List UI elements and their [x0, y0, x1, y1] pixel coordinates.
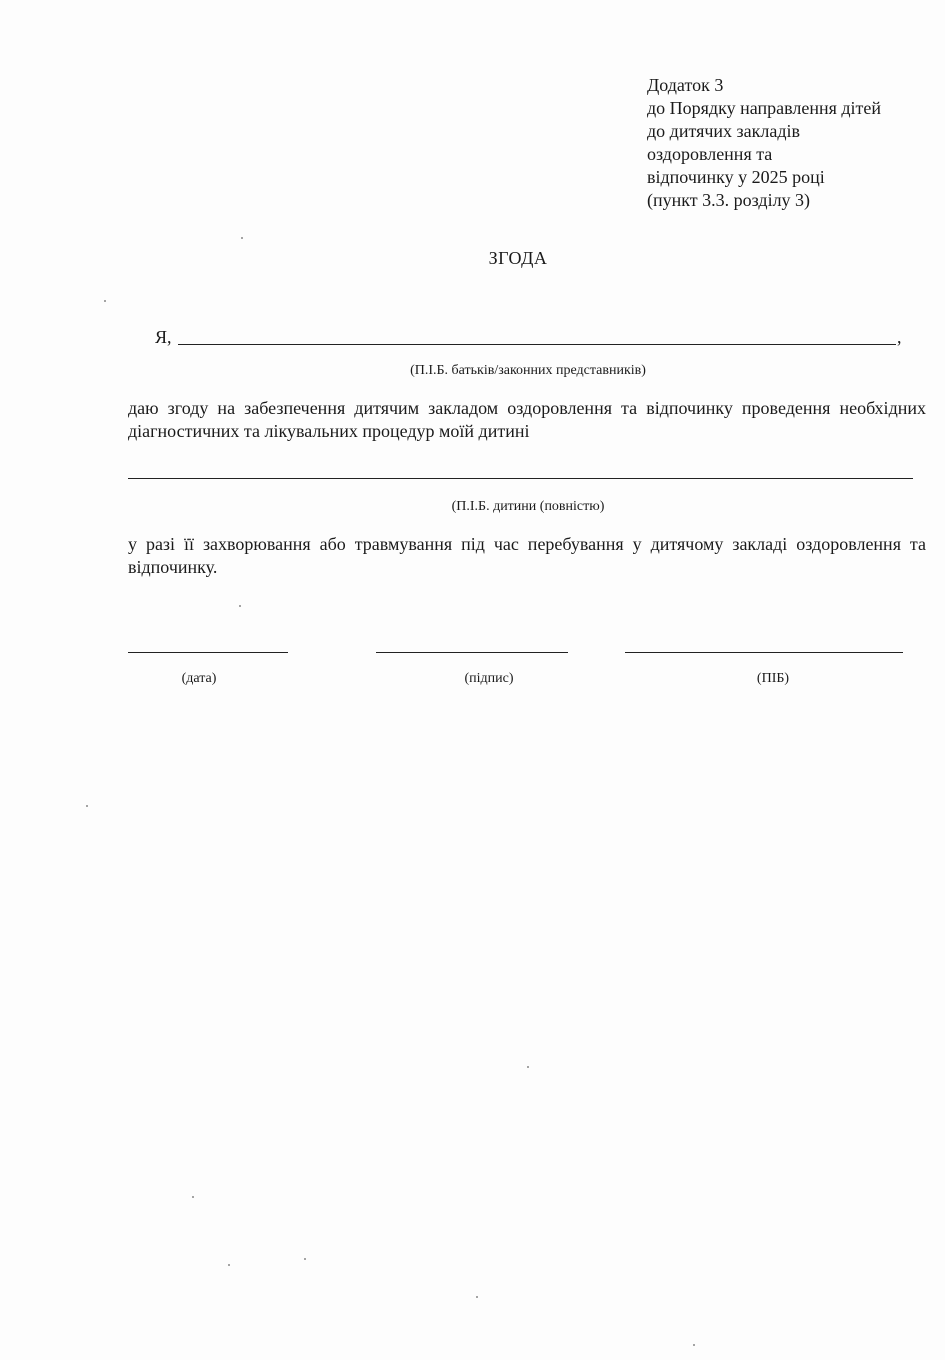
date-caption: (дата) [181, 671, 217, 686]
scan-speck [104, 300, 106, 302]
parent-prefix: Я, [155, 327, 172, 347]
scan-speck [304, 1258, 306, 1260]
parent-suffix: , [897, 327, 902, 347]
signature-field[interactable] [376, 652, 568, 653]
scan-speck [693, 1344, 695, 1346]
full-name-caption: (ПІБ) [756, 671, 790, 686]
annex-line-4: оздоровлення та [647, 144, 773, 164]
parent-name-caption: (П.І.Б. батьків/законних представників) [410, 363, 646, 378]
scan-speck [86, 805, 88, 807]
annex-line-6: (пункт 3.3. розділу 3) [647, 190, 811, 210]
child-name-caption: (П.І.Б. дитини (повністю) [451, 499, 605, 514]
full-name-field[interactable] [625, 652, 903, 653]
signature-caption: (підпис) [464, 671, 514, 686]
child-name-field[interactable] [128, 478, 913, 479]
annex-line-3: до дитячих закладів [647, 121, 801, 141]
annex-line-5: відпочинку у 2025 році [647, 167, 825, 187]
consent-paragraph: даю згоду на забезпечення дитячим закладом оздоровлення та відпочинку проведення необхідних діагностичних та лікувальних процедур моїй дитині [128, 398, 926, 441]
scan-speck [476, 1296, 478, 1298]
annex-line-1: Додаток 3 [647, 75, 724, 95]
scan-speck [241, 237, 243, 239]
parent-name-field[interactable] [178, 344, 896, 345]
scan-speck [192, 1196, 194, 1198]
date-field[interactable] [128, 652, 288, 653]
scan-speck [228, 1264, 230, 1266]
scan-speck [239, 605, 241, 607]
scan-speck [527, 1066, 529, 1068]
annex-line-2: до Порядку направлення дітей [647, 98, 882, 118]
condition-paragraph: у разі її захворювання або травмування під час перебування у дитячому закладі оздоровлення та відпочинку. [128, 534, 926, 577]
annex-block [647, 74, 937, 212]
document-title: ЗГОДА [488, 248, 548, 268]
